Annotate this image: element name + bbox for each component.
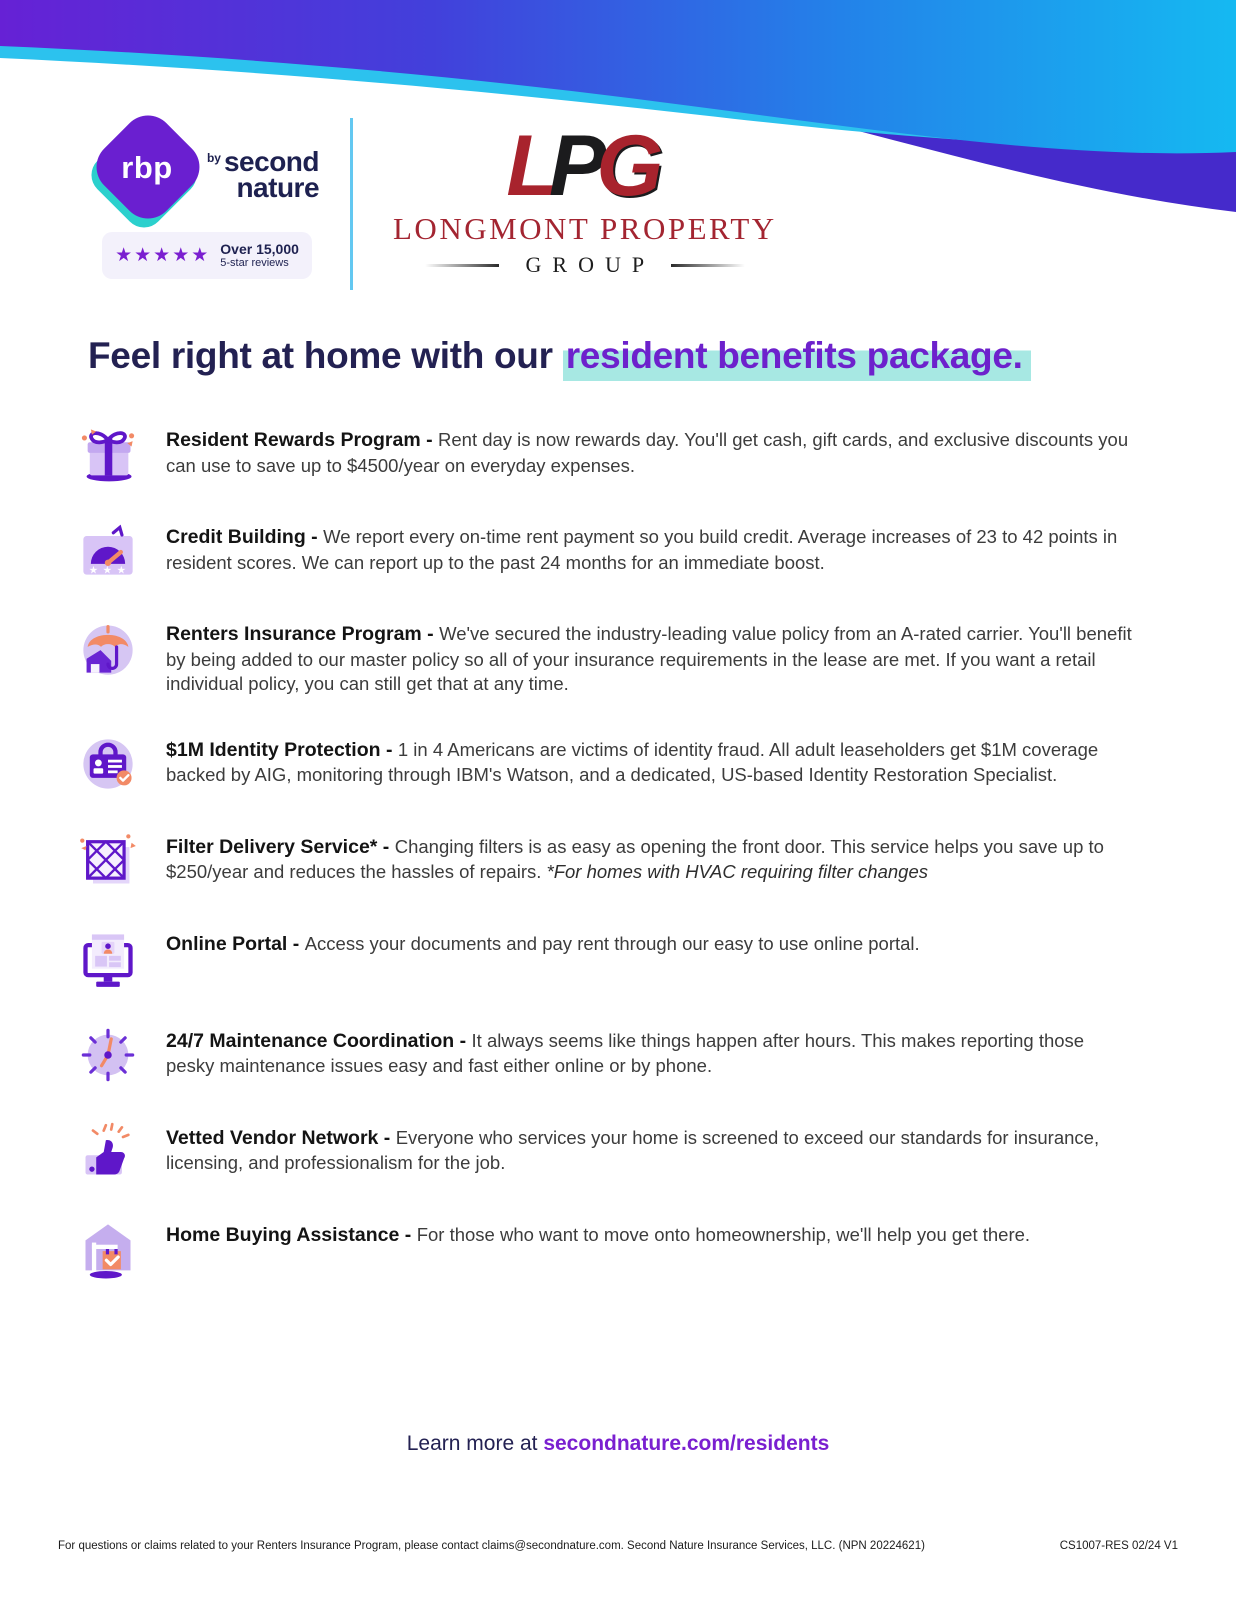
benefit-text [166, 621, 1136, 697]
footer-disclaimer: For questions or claims related to your Renters Insurance Program, please contact claims@secondnature.com. Second Nature Insurance Services, LLC. (NPN 20224621) [58, 1540, 925, 1552]
clock-icon [78, 1025, 138, 1085]
benefit-text [166, 427, 1136, 478]
benefit-note: *For homes with HVAC requiring filter changes [541, 861, 928, 883]
benefits-list [0, 424, 1236, 1279]
benefit-item [78, 618, 1136, 697]
benefit-title: Renters Insurance Program - [166, 623, 440, 646]
monogram-letter-l: L [506, 118, 549, 214]
benefit-title: Credit Building - [166, 526, 324, 549]
benefit-text [166, 737, 1136, 788]
online-portal-icon [78, 928, 138, 988]
group-label: GROUP [525, 252, 656, 278]
reviews-label: 5-star reviews [220, 257, 289, 270]
svg-text:★: ★ [88, 564, 99, 577]
benefit-item [78, 1025, 1136, 1085]
benefit-title: $1M Identity Protection - [166, 739, 398, 762]
benefit-title: Vetted Vendor Network - [166, 1127, 396, 1150]
five-stars-icon: ★★★★★ [115, 244, 211, 266]
filter-icon [78, 831, 138, 891]
benefit-title: Filter Delivery Service* - [166, 836, 395, 859]
benefit-description: We report every on-time rent payment so you build credit. Average increases of 23 to 42 points in resident scores. We can report up to the past 24 months for an immediate boost. [166, 526, 1118, 573]
benefit-text [166, 931, 920, 957]
benefit-text [166, 524, 1136, 575]
benefit-text [166, 1222, 1030, 1248]
footer-doc-code: CS1007-RES 02/24 V1 [1059, 1540, 1178, 1552]
benefit-title: Resident Rewards Program - [166, 429, 438, 452]
benefit-text [166, 834, 1136, 885]
footer [58, 1540, 1178, 1552]
benefit-description: We've secured the industry-leading value policy from an A-rated carrier. You'll benefit by being added to our master policy so all of your insurance requirements in the lease are met. If you want a retail individual policy, you can still get that at any time. [166, 623, 1132, 695]
benefit-description: 1 in 4 Americans are victims of identity fraud. All adult leaseholders get $1M coverage backed by AIG, monitoring through IBM's Watson, and a dedicated, US-based Identity Restoration Specialist. [166, 739, 1099, 786]
headline-highlight: resident benefits package. [563, 335, 1031, 381]
svg-text:★: ★ [102, 564, 113, 577]
brand-word-second: second [223, 146, 320, 178]
benefit-text [166, 1125, 1136, 1176]
credit-gauge-icon [78, 521, 138, 581]
rbp-logo-text: rbp [121, 150, 173, 185]
benefit-title: 24/7 Maintenance Coordination - [166, 1030, 472, 1053]
benefit-text [166, 1028, 1136, 1079]
benefit-title: Home Buying Assistance - [166, 1224, 417, 1247]
cta-link[interactable]: secondnature.com/residents [543, 1432, 830, 1455]
company-name: LONGMONT PROPERTY [393, 211, 777, 247]
benefit-description: For those who want to move onto homeownership, we'll help you get there. [416, 1224, 1031, 1246]
benefit-item [78, 1122, 1136, 1182]
svg-text:★: ★ [116, 564, 127, 577]
brand-word-nature: nature [236, 172, 320, 203]
benefit-description: Rent day is now rewards day. You'll get cash, gift cards, and exclusive discounts you can use to save up to $4500/year on everyday expenses. [166, 429, 1129, 476]
page-title [88, 334, 1156, 378]
reviews-count: Over 15,000 [220, 241, 299, 257]
benefit-description: Changing filters is as easy as opening the front door. This service helps you save up to $250/year and reduces the hassles of repairs. [166, 836, 1104, 883]
benefit-item [78, 424, 1136, 484]
thumbs-up-icon [78, 1122, 138, 1182]
umbrella-house-icon [78, 618, 138, 678]
cta-line [0, 1432, 1236, 1456]
benefit-description: Everyone who services your home is screened to exceed our standards for insurance, licensing, and professionalism for the job. [166, 1127, 1100, 1174]
benefit-description: It always seems like things happen after hours. This makes reporting those pesky maintenance issues easy and fast either online or by phone. [166, 1030, 1085, 1077]
cta-prefix: Learn more at [406, 1432, 544, 1455]
benefit-description: Access your documents and pay rent through our easy to use online portal. [304, 933, 920, 955]
benefit-item [78, 521, 1136, 581]
monogram-letter-p: P [548, 118, 597, 214]
home-sign-icon [78, 1219, 138, 1279]
benefit-item [78, 734, 1136, 794]
gift-icon [78, 424, 138, 484]
headline-prefix: Feel right at home with our [88, 335, 563, 376]
by-label: by [206, 151, 221, 166]
benefit-title: Online Portal - [166, 933, 305, 956]
benefit-item [78, 928, 1136, 988]
id-card-icon [78, 734, 138, 794]
benefit-item [78, 1219, 1136, 1279]
monogram-letter-g: G [596, 118, 654, 214]
benefit-item [78, 831, 1136, 891]
